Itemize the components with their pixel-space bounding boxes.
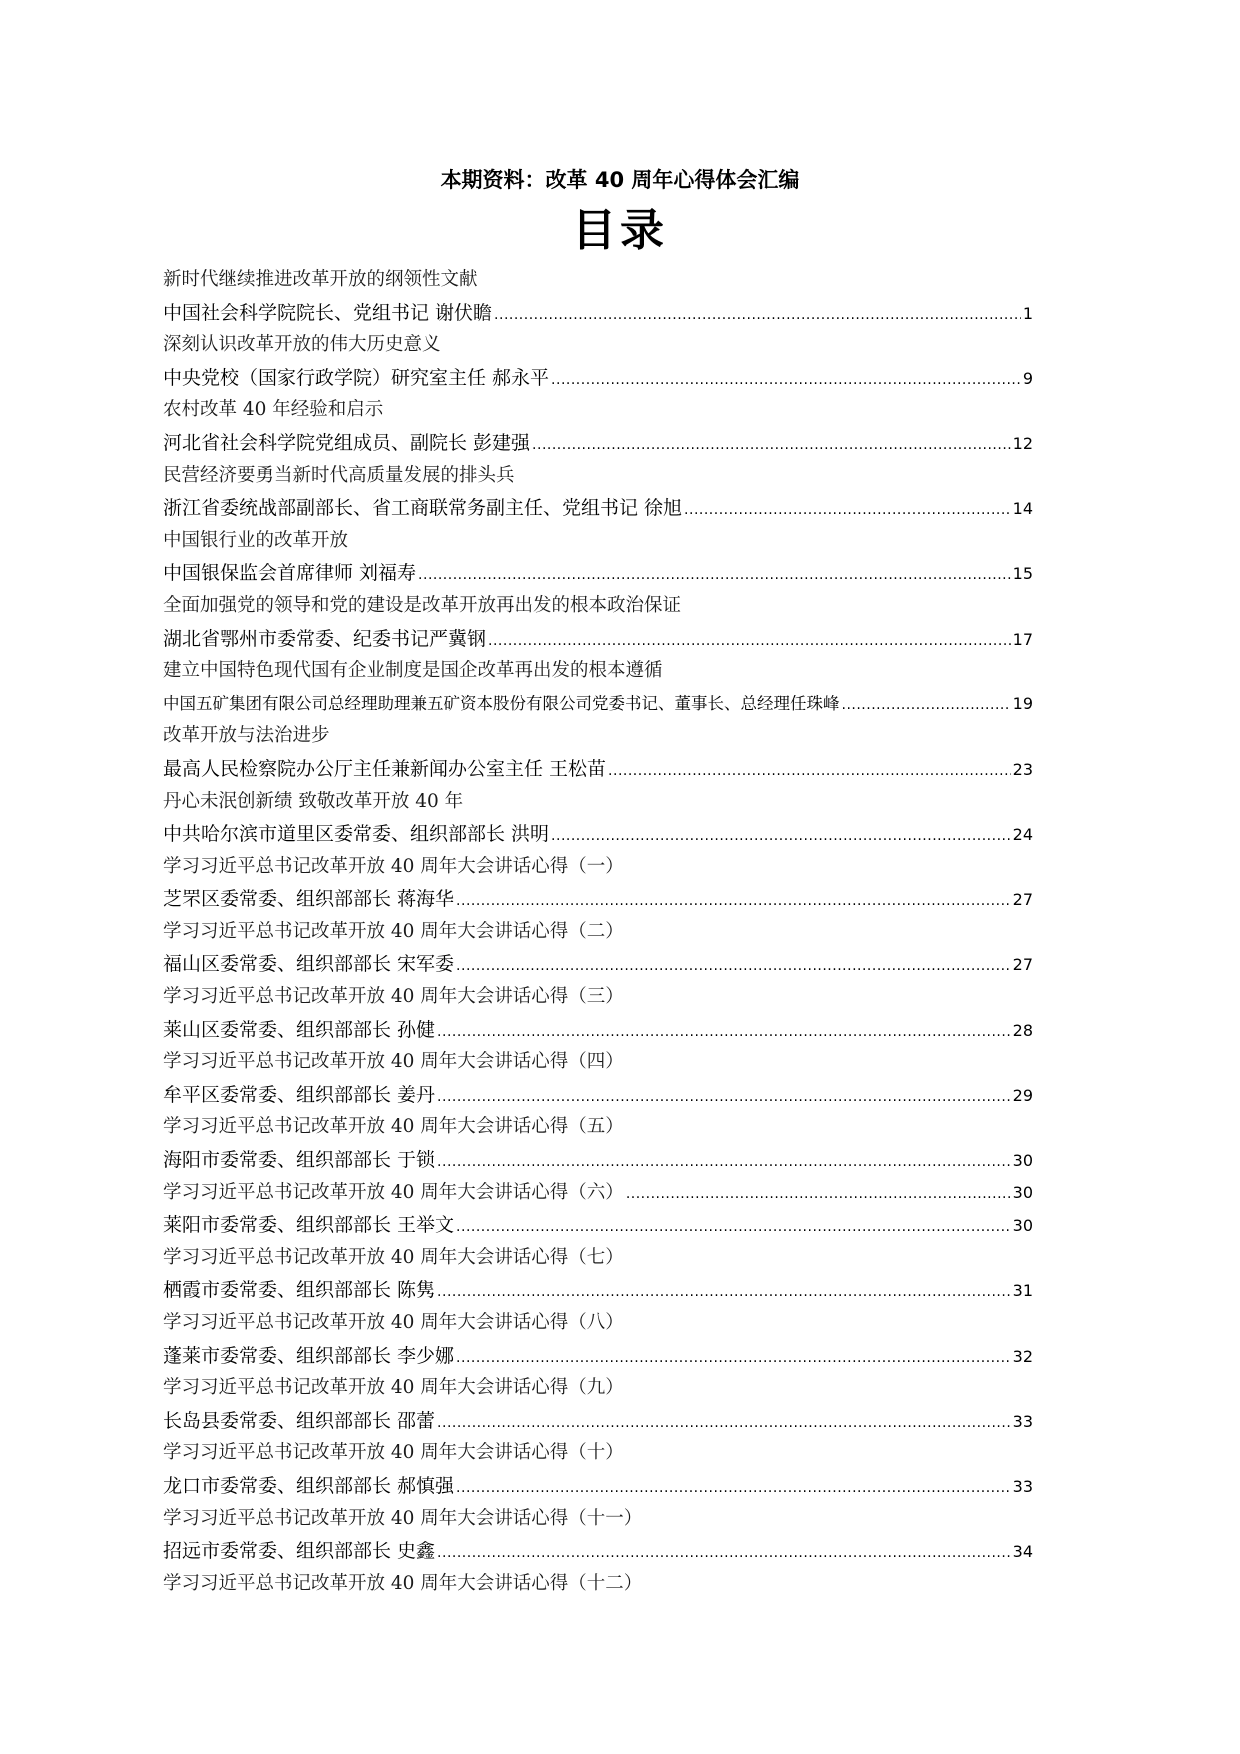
- toc-page-number: 31: [1012, 1281, 1033, 1301]
- toc-article-title: 学习习近平总书记改革开放 40 周年大会讲话心得（二）: [163, 920, 624, 942]
- toc-author: 莱阳市委常委、组织部部长 王举文: [163, 1214, 455, 1237]
- toc-page-number: 17: [1012, 629, 1033, 649]
- toc-entry-author-line[interactable]: [163, 1470, 1033, 1503]
- toc-entry-title-line[interactable]: [163, 525, 1033, 558]
- dot-leader: [488, 625, 1011, 656]
- toc-author: 中国社会科学院院长、党组书记 谢伏瞻: [163, 301, 493, 324]
- toc-page-number: 28: [1012, 1020, 1033, 1040]
- toc-article-title: 农村改革 40 年经验和启示: [163, 399, 384, 421]
- toc-author: 中国银保监会首席律师 刘福寿: [163, 562, 417, 585]
- dot-leader: [842, 689, 1011, 721]
- dot-leader: [456, 950, 1011, 981]
- toc-entry-title-line[interactable]: [163, 1372, 1033, 1405]
- toc-entry-title-line[interactable]: [163, 1111, 1033, 1144]
- toc-entry-author-line[interactable]: [163, 1079, 1033, 1112]
- toc-article-title: 学习习近平总书记改革开放 40 周年大会讲话心得（五）: [163, 1116, 624, 1138]
- toc-entry-author-line[interactable]: [163, 753, 1033, 786]
- toc-entry-title-line[interactable]: [163, 590, 1033, 623]
- toc-author: 长岛县委常委、组织部部长 邵蕾: [163, 1409, 436, 1432]
- toc-author: 栖霞市委常委、组织部部长 陈隽: [163, 1279, 436, 1302]
- toc-entry-title-line[interactable]: [163, 916, 1033, 949]
- toc-page-number: 27: [1012, 890, 1033, 910]
- toc-entry-author-line[interactable]: [163, 427, 1033, 460]
- toc-entry-title-line[interactable]: [163, 264, 1033, 297]
- toc-entry-author-line[interactable]: [163, 492, 1033, 525]
- toc-page-number: 30: [1012, 1182, 1033, 1202]
- toc-author: 福山区委常委、组织部部长 宋军委: [163, 953, 455, 976]
- toc-entry-author-line[interactable]: [163, 1340, 1033, 1373]
- toc-entry-author-line[interactable]: [163, 1535, 1033, 1568]
- toc-entry-title-line[interactable]: [163, 1307, 1033, 1340]
- table-of-contents: [163, 264, 1033, 1600]
- toc-article-title: 学习习近平总书记改革开放 40 周年大会讲话心得（十）: [163, 1442, 624, 1464]
- toc-entry-author-line[interactable]: [163, 1405, 1033, 1438]
- document-title: 目录: [572, 205, 668, 256]
- toc-author: 蓬莱市委常委、组织部部长 李少娜: [163, 1344, 455, 1367]
- toc-entry-title-line[interactable]: [163, 329, 1033, 362]
- toc-author: 中国五矿集团有限公司总经理助理兼五矿资本股份有限公司党委书记、董事长、总经理任珠峰: [163, 693, 840, 713]
- toc-page-number: 1: [1022, 303, 1033, 323]
- dot-leader: [437, 1276, 1011, 1307]
- toc-entry-author-line[interactable]: [163, 688, 1033, 721]
- toc-author: 浙江省委统战部副部长、省工商联常务副主任、党组书记 徐旭: [163, 497, 683, 520]
- toc-article-title: 民营经济要勇当新时代高质量发展的排头兵: [163, 464, 515, 486]
- toc-entry-title-line[interactable]: [163, 981, 1033, 1014]
- toc-article-title: 学习习近平总书记改革开放 40 周年大会讲话心得（十二）: [163, 1572, 643, 1594]
- toc-article-title: 改革开放与法治进步: [163, 725, 330, 747]
- toc-entry-author-line[interactable]: [163, 623, 1033, 656]
- dot-leader: [437, 1407, 1011, 1438]
- toc-page-number: 33: [1012, 1411, 1033, 1431]
- toc-article-title: 深刻认识改革开放的伟大历史意义: [163, 334, 441, 356]
- dot-leader: [551, 820, 1011, 851]
- toc-article-title: 学习习近平总书记改革开放 40 周年大会讲话心得（四）: [163, 1051, 624, 1073]
- toc-entry-author-line[interactable]: [163, 297, 1033, 330]
- toc-entry-author-line[interactable]: [163, 883, 1033, 916]
- toc-page-number: 30: [1012, 1151, 1033, 1171]
- toc-entry-title-line[interactable]: [163, 1046, 1033, 1079]
- toc-page-number: 32: [1012, 1346, 1033, 1366]
- dot-leader: [551, 364, 1021, 395]
- toc-author: 芝罘区委常委、组织部部长 蒋海华: [163, 888, 455, 911]
- toc-article-title: 丹心未泯创新绩 致敬改革开放 40 年: [163, 790, 464, 812]
- toc-author: 湖北省鄂州市委常委、纪委书记严冀钢: [163, 627, 487, 650]
- toc-page-number: 12: [1012, 433, 1033, 453]
- toc-page-number: 19: [1012, 693, 1033, 713]
- toc-entry-title-line[interactable]: [163, 1568, 1033, 1601]
- toc-entry-title-line[interactable]: [163, 1503, 1033, 1536]
- toc-author: 河北省社会科学院党组成员、副院长 彭建强: [163, 431, 531, 454]
- toc-entry-title-line[interactable]: [163, 1177, 1033, 1210]
- toc-page-number: 23: [1012, 759, 1033, 779]
- toc-page-number: 29: [1012, 1085, 1033, 1105]
- toc-article-title: 学习习近平总书记改革开放 40 周年大会讲话心得（一）: [163, 855, 624, 877]
- toc-page-number: 14: [1012, 499, 1033, 519]
- toc-page-number: 9: [1022, 368, 1033, 388]
- toc-entry-author-line[interactable]: [163, 1274, 1033, 1307]
- toc-article-title: 学习习近平总书记改革开放 40 周年大会讲话心得（十一）: [163, 1507, 643, 1529]
- dot-leader: [418, 559, 1011, 590]
- toc-entry-title-line[interactable]: [163, 460, 1033, 493]
- toc-article-title: 学习习近平总书记改革开放 40 周年大会讲话心得（三）: [163, 986, 624, 1008]
- toc-article-title: 学习习近平总书记改革开放 40 周年大会讲话心得（八）: [163, 1312, 624, 1333]
- toc-author: 中共哈尔滨市道里区委常委、组织部部长 洪明: [163, 823, 550, 846]
- toc-page-number: 30: [1012, 1216, 1033, 1236]
- dot-leader: [456, 1342, 1011, 1373]
- toc-article-title: 新时代继续推进改革开放的纲领性文献: [163, 269, 478, 290]
- dot-leader: [532, 429, 1011, 460]
- dot-leader: [437, 1537, 1011, 1568]
- toc-entry-title-line[interactable]: [163, 851, 1033, 884]
- toc-entry-title-line[interactable]: [163, 394, 1033, 427]
- toc-author: 莱山区委常委、组织部部长 孙健: [163, 1018, 436, 1041]
- document-subtitle: 本期资料：改革 40 周年心得体会汇编: [440, 168, 800, 192]
- toc-entry-author-line[interactable]: [163, 1144, 1033, 1177]
- toc-article-title: 全面加强党的领导和党的建设是改革开放再出发的根本政治保证: [163, 594, 682, 616]
- dot-leader: [456, 885, 1011, 916]
- toc-author: 龙口市委常委、组织部部长 郝慎强: [163, 1474, 455, 1497]
- toc-page-number: 15: [1012, 564, 1033, 584]
- toc-article-title: 学习习近平总书记改革开放 40 周年大会讲话心得（九）: [163, 1377, 624, 1399]
- dot-leader: [608, 755, 1011, 786]
- toc-page-number: 27: [1012, 955, 1033, 975]
- toc-entry-author-line[interactable]: [163, 1209, 1033, 1242]
- toc-page-number: 33: [1012, 1476, 1033, 1496]
- dot-leader: [437, 1146, 1011, 1177]
- toc-entry-author-line[interactable]: [163, 948, 1033, 981]
- toc-entry-author-line[interactable]: [163, 557, 1033, 590]
- toc-entry-title-line[interactable]: [163, 720, 1033, 753]
- toc-author: 最高人民检察院办公厅主任兼新闻办公室主任 王松苗: [163, 757, 607, 780]
- dot-leader: [456, 1472, 1011, 1503]
- toc-entry-title-line[interactable]: [163, 786, 1033, 819]
- dot-leader: [456, 1211, 1011, 1242]
- dot-leader: [437, 1081, 1011, 1112]
- toc-article-title: 学习习近平总书记改革开放 40 周年大会讲话心得（六）: [163, 1181, 624, 1203]
- toc-author: 中央党校（国家行政学院）研究室主任 郝永平: [163, 366, 550, 389]
- toc-page-number: 34: [1012, 1542, 1033, 1562]
- toc-entry-author-line[interactable]: [163, 818, 1033, 851]
- dot-leader: [626, 1178, 1011, 1210]
- dot-leader: [684, 494, 1011, 525]
- toc-author: 牟平区委常委、组织部部长 姜丹: [163, 1083, 436, 1106]
- toc-author: 招远市委常委、组织部部长 史鑫: [163, 1540, 436, 1563]
- dot-leader: [437, 1016, 1011, 1047]
- toc-article-title: 中国银行业的改革开放: [163, 529, 349, 551]
- toc-article-title: 学习习近平总书记改革开放 40 周年大会讲话心得（七）: [163, 1246, 624, 1268]
- toc-entry-title-line[interactable]: [163, 1437, 1033, 1470]
- toc-page-number: 24: [1012, 825, 1033, 845]
- toc-entry-title-line[interactable]: [163, 655, 1033, 688]
- toc-entry-author-line[interactable]: [163, 362, 1033, 395]
- toc-entry-title-line[interactable]: [163, 1242, 1033, 1275]
- toc-author: 海阳市委常委、组织部部长 于锁: [163, 1149, 436, 1172]
- toc-article-title: 建立中国特色现代国有企业制度是国企改革再出发的根本遵循: [163, 660, 663, 682]
- toc-entry-author-line[interactable]: [163, 1014, 1033, 1047]
- dot-leader: [494, 299, 1021, 330]
